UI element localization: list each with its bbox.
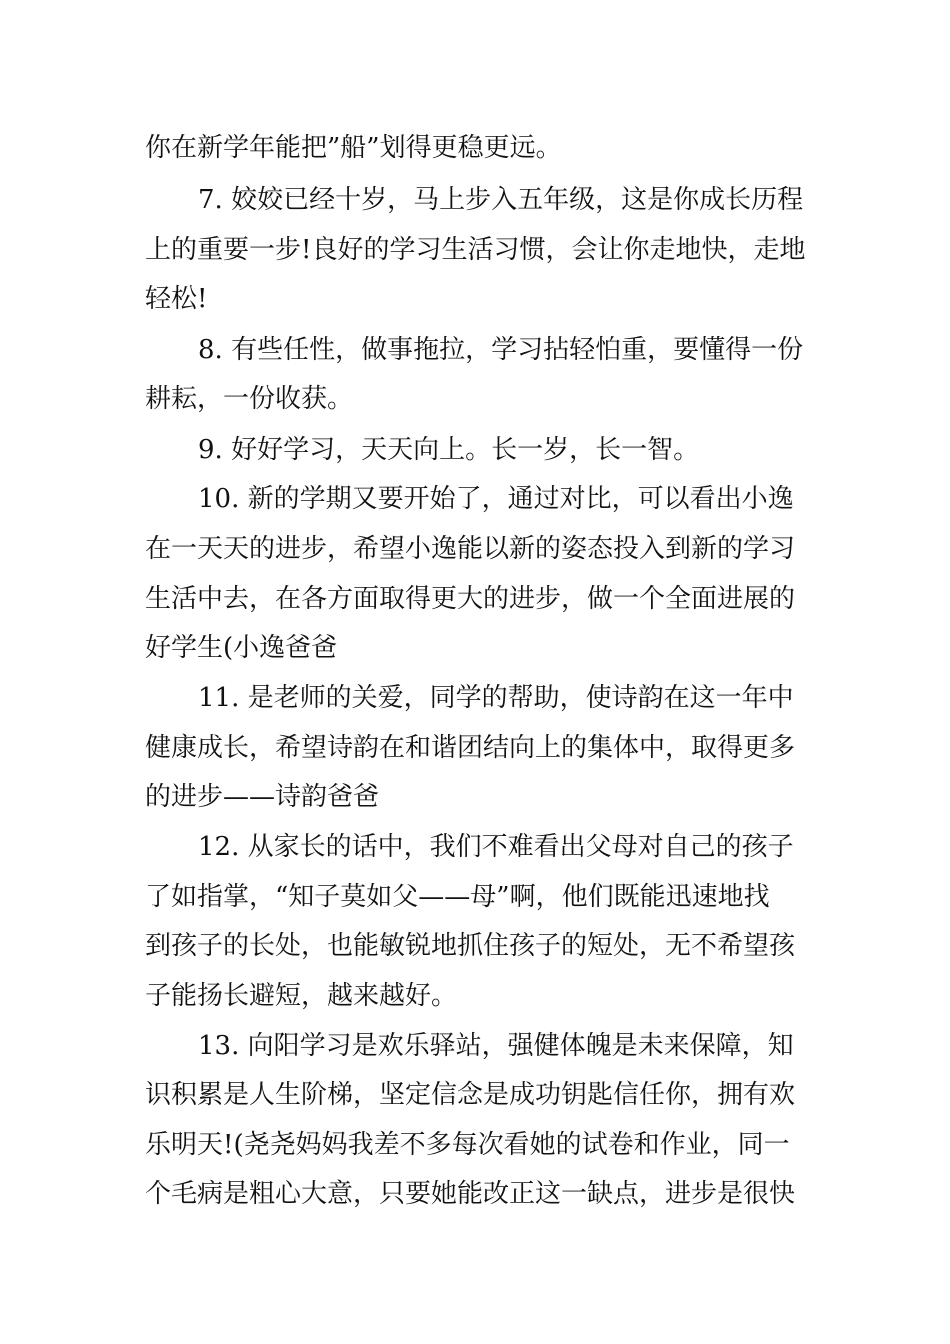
text-line: 在一天天的进步，希望小逸能以新的姿态投入到新的学习 xyxy=(145,534,796,564)
text-line: 子能扬长避短，越来越好。 xyxy=(145,981,458,1011)
text-line: 了如指掌，“知子莫如父——母”啊，他们既能迅速地找 xyxy=(145,882,770,912)
text-line: 识积累是人生阶梯，坚定信念是成功钥匙信任你，拥有欢 xyxy=(145,1080,796,1110)
text-line: 生活中去，在各方面取得更大的进步，做一个全面进展的 xyxy=(145,584,796,614)
text-line: 12. 从家长的话中，我们不难看出父母对自己的孩子 xyxy=(198,832,794,862)
text-line: 13. 向阳学习是欢乐驿站，强健体魄是未来保障，知 xyxy=(198,1031,794,1061)
text-line: 耕耘，一份收获。 xyxy=(145,384,354,414)
text-line: 11. 是老师的关爱，同学的帮助，使诗韵在这一年中 xyxy=(198,683,794,713)
text-line: 健康成长，希望诗韵在和谐团结向上的集体中，取得更多 xyxy=(145,733,796,763)
text-line: 10. 新的学期又要开始了，通过对比，可以看出小逸 xyxy=(198,484,794,514)
text-line: 个毛病是粗心大意，只要她能改正这一缺点，进步是很快 xyxy=(145,1179,796,1209)
text-line: 到孩子的长处，也能敏锐地抓住孩子的短处，无不希望孩 xyxy=(145,931,796,961)
text-line: 你在新学年能把”船”划得更稳更远。 xyxy=(145,133,562,163)
text-line: 轻松! xyxy=(145,284,208,314)
text-line: 的进步——诗韵爸爸 xyxy=(145,782,380,812)
text-line: 好学生(小逸爸爸 xyxy=(145,633,338,663)
text-line: 8. 有些任性，做事拖拉，学习拈轻怕重，要懂得一份 xyxy=(198,335,804,365)
text-line: 9. 好好学习，天天向上。长一岁，长一智。 xyxy=(198,435,700,465)
text-line: 7. 姣姣已经十岁，马上步入五年级，这是你成长历程 xyxy=(198,185,804,215)
text-line: 上的重要一步!良好的学习生活习惯，会让你走地快，走地 xyxy=(145,235,806,265)
text-line: 乐明天!(尧尧妈妈我差不多每次看她的试卷和作业，同一 xyxy=(145,1130,790,1160)
